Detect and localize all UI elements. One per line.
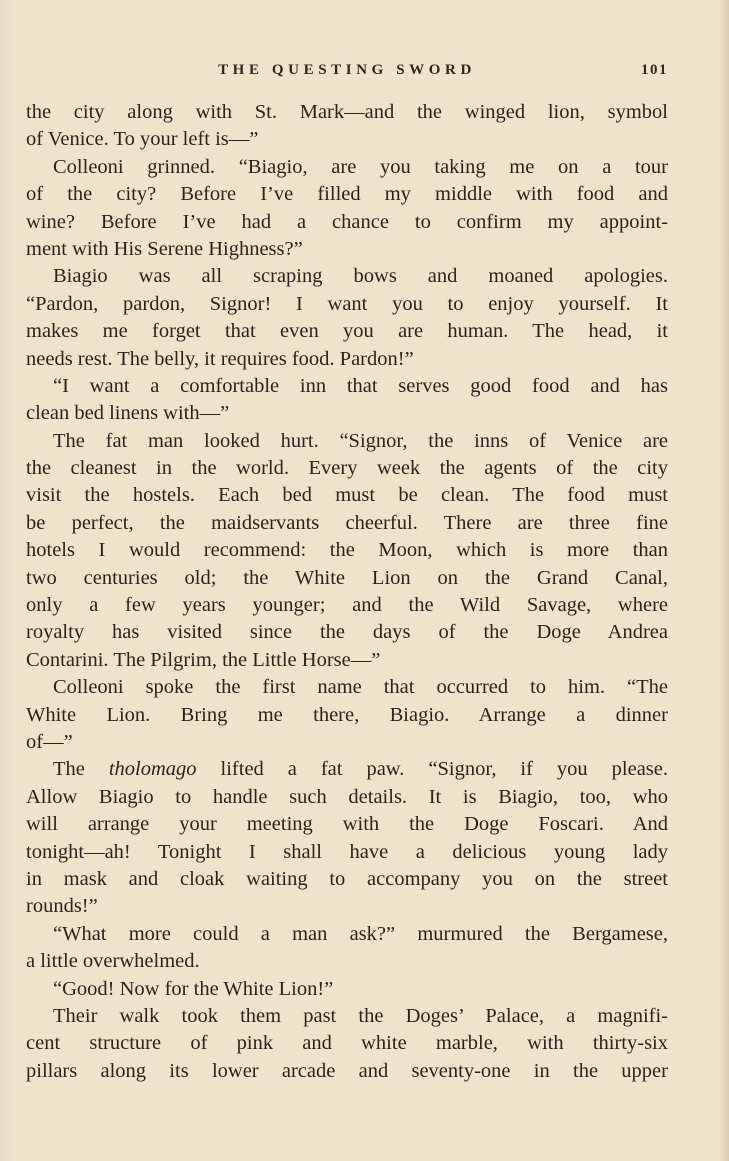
page-number: 101 — [641, 62, 668, 78]
text-line — [26, 756, 668, 783]
text-line: needs rest. The belly, it requires food. Pardon!” — [26, 347, 414, 370]
text-line: wine? Before I’ve had a chance to confirm my appoint- — [26, 210, 668, 233]
text-line: of the city? Before I’ve filled my middle with food and — [26, 183, 668, 206]
text-line: “Good! Now for the White Lion!” — [53, 977, 334, 1000]
text-line: only a few years younger; and the Wild Savage, where — [26, 594, 668, 617]
text-line: Allow Biagio to handle such details. It is Biagio, too, who — [26, 785, 668, 808]
text-line: clean bed linens with—” — [26, 402, 230, 425]
text-line: be perfect, the maidservants cheerful. There are three fine — [26, 511, 668, 534]
text-line: royalty has visited since the days of the Doge Andrea — [26, 621, 668, 644]
text-line: the city along with St. Mark—and the winged lion, symbol — [26, 101, 668, 123]
text-line: will arrange your meeting with the Doge Foscari. And — [26, 813, 668, 836]
text-line: Biagio was all scraping bows and moaned apologies. — [53, 265, 668, 288]
text-line: rounds!” — [26, 895, 98, 918]
text-line: Colleoni spoke the first name that occurred to him. “The — [53, 676, 668, 699]
text-line: The fat man looked hurt. “Signor, the inns of Venice are — [53, 429, 668, 452]
text-run: lifted a fat paw. “Signor, if you please. — [196, 758, 668, 781]
text-line: cent structure of pink and white marble, with thirty-six — [26, 1032, 668, 1055]
text-line: makes me forget that even you are human. The head, it — [26, 320, 668, 343]
body-text — [26, 99, 668, 1085]
text-run: The — [53, 758, 109, 781]
running-head — [26, 62, 668, 84]
text-line: tonight—ah! Tonight I shall have a delicious young lady — [26, 840, 668, 863]
text-line: of—” — [26, 730, 73, 753]
text-line: visit the hostels. Each bed must be clean. The food must — [26, 484, 668, 507]
text-line: Contarini. The Pilgrim, the Little Horse—” — [26, 648, 381, 671]
text-line: “What more could a man ask?” murmured the Bergamese, — [53, 922, 668, 945]
text-line: “I want a comfortable inn that serves good food and has — [53, 374, 668, 397]
text-line: of Venice. To your left is—” — [26, 128, 259, 151]
text-line: White Lion. Bring me there, Biagio. Arrange a dinner — [26, 703, 668, 726]
text-line: the cleanest in the world. Every week the agents of the city — [26, 457, 668, 480]
italic-word: tholomago — [108, 758, 197, 781]
text-line: hotels I would recommend: the Moon, which is more than — [26, 539, 668, 562]
running-title: THE QUESTING SWORD — [218, 62, 476, 78]
text-line: in mask and cloak waiting to accompany you on the street — [26, 867, 668, 890]
text-line: ment with His Serene Highness?” — [26, 237, 303, 260]
text-line: Colleoni grinned. “Biagio, are you taking me on a tour — [53, 155, 668, 178]
text-line: Their walk took them past the Doges’ Palace, a magnifi- — [53, 1004, 668, 1027]
text-line: two centuries old; the White Lion on the Grand Canal, — [26, 566, 668, 589]
text-line: pillars along its lower arcade and seventy-one in the upper — [26, 1059, 668, 1082]
text-line: a little overwhelmed. — [26, 950, 200, 973]
text-line: “Pardon, pardon, Signor! I want you to enjoy yourself. It — [26, 292, 668, 315]
